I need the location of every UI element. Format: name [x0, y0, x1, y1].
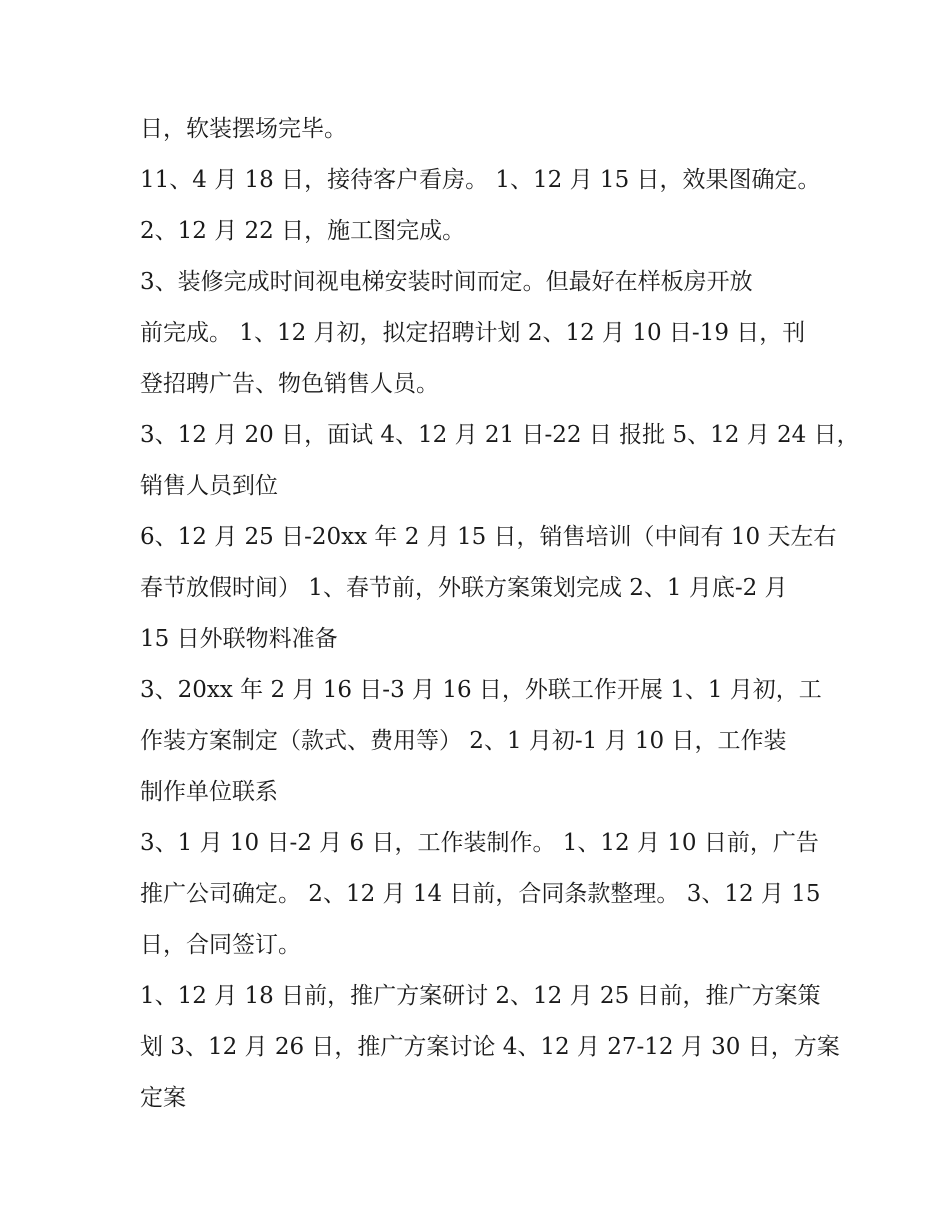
text-line: 15 日外联物料准备	[140, 626, 338, 652]
text-line: 1、12 月 18 日前，推广方案研讨 2、12 月 25 日前，推广方案策	[140, 983, 821, 1009]
text-line: 日，软装摆场完毕。	[140, 116, 347, 142]
text-line: 登招聘广告、物色销售人员。	[140, 371, 439, 397]
text-line: 6、12 月 25 日-20xx 年 2 月 15 日，销售培训（中间有 10 天左右	[140, 524, 837, 550]
text-line: 3、1 月 10 日-2 月 6 日，工作装制作。 1、12 月 10 日前，广告	[140, 830, 819, 856]
body-text	[140, 104, 860, 1124]
text-line: 11、4 月 18 日，接待客户看房。 1、12 月 15 日，效果图确定。	[140, 167, 821, 193]
text-line: 3、装修完成时间视电梯安装时间而定。但最好在样板房开放	[140, 269, 753, 295]
text-line: 3、20xx 年 2 月 16 日-3 月 16 日，外联工作开展 1、1 月初，工	[140, 677, 822, 703]
text-line: 定案	[140, 1085, 186, 1111]
text-line: 作装方案制定（款式、费用等） 2、1 月初-1 月 10 日，工作装	[140, 728, 787, 754]
text-line: 划 3、12 月 26 日，推广方案讨论 4、12 月 27-12 月 30 日，方案	[140, 1034, 840, 1060]
text-line: 2、12 月 22 日，施工图完成。	[140, 218, 466, 244]
text-line: 销售人员到位	[140, 473, 278, 499]
text-line: 日，合同签订。	[140, 932, 301, 958]
text-line: 推广公司确定。 2、12 月 14 日前，合同条款整理。 3、12 月 15	[140, 881, 821, 907]
text-line: 前完成。 1、12 月初，拟定招聘计划 2、12 月 10 日-19 日，刊	[140, 320, 806, 346]
text-line: 春节放假时间） 1、春节前，外联方案策划完成 2、1 月底-2 月	[140, 575, 788, 601]
text-line: 制作单位联系	[140, 779, 278, 805]
text-line: 3、12 月 20 日，面试 4、12 月 21 日-22 日 报批 5、12 月 24 日，	[140, 422, 860, 448]
